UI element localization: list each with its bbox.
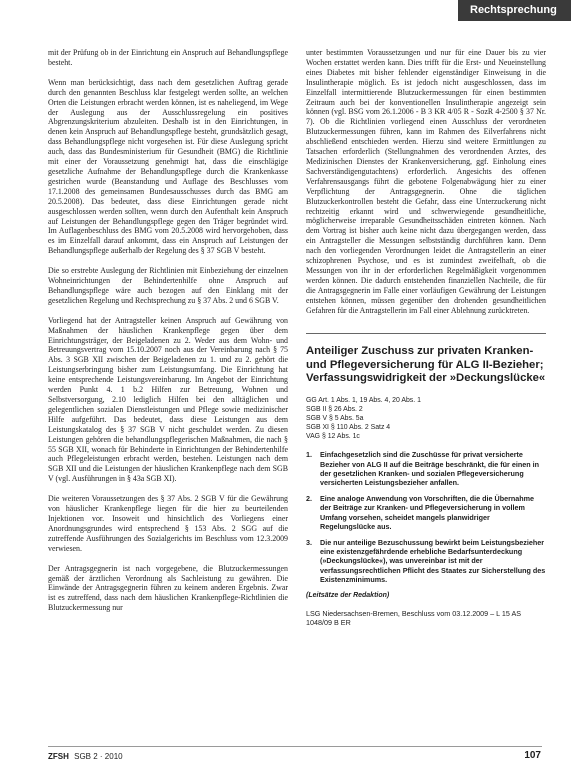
journal-name: ZFSH [48,752,69,761]
norm-references [306,396,546,441]
headnote-number: 3. [306,537,312,547]
paragraph: Die so erstrebte Auslegung der Richtlinien mit Einbeziehung der einzelnen Wohneinrichtungen der Behindertenhilfe ohne Anspruch auf Behandlungspflege wäre auch bezogen auf den Einklang mit der gesetzlichen Regelung und Rechtsprechung zu § 37 Abs. 2 und 6 SGB V. [48,266,288,305]
footer-divider [48,746,542,747]
headnote-number: 2. [306,494,312,504]
right-column [306,48,546,627]
norm-reference: GG Art. 1 Abs. 1, 19 Abs. 4, 20 Abs. 1 [306,397,421,405]
court-citation: LSG Niedersachsen-Bremen, Beschluss vom 03.12.2009 – L 15 AS 1048/09 B ER [306,608,522,628]
paragraph: Der Antragsgegnerin ist nach vorgegebene, die Blutzuckermessungen gemäß der ärztlichen Verordnung als Sachleistung zu gewähren. Die Einwände der Antragsgegnerin führen zu keinem anderen Ergebnis. Zwar ist es zutreffend, dass nach dem häuslichen Krankenpflege-Richtlinien die Blutzuckermessung nur [48,563,288,613]
paragraph: Die weiteren Voraussetzungen des § 37 Abs. 2 SGB V für die Gewährung von häuslicher Krankenpflege liegen für die hier zu beurteilenden Injektionen vor. Insoweit und hinsichtlich des Vorliegens einer Anordnungsgrundes wird entsprechend § 153 Abs. 2 SGG auf die zutreffende Ausführungen des Sozialgerichts im Beschluss vom 12.3.2009 verwiesen. [48,494,288,553]
footer-journal [48,752,123,761]
paragraph: Vorliegend hat der Antragsteller keinen Anspruch auf Gewährung von Maßnahmen der häuslichen Krankenpflege gegen über dem Einrichtungsträger, der Beigeladenen zu 2. Weder aus dem Wohn- und Betreuungsvertrag vom 15.10.2007 noch aus der Vereinbarung nach § 75 Abs. 3 SGB XII zwischen der Beigeladenen zu 1. und zu 2. gehört die Leistungserbringung bisher zum Leistungsumfang. Die Einrichtung hat keine entsprechende Leistungsvereinbarung. Im Angebot der Einrichtung werden Punkt 4. 1 b.2 Hilfen zur Betreuung, Wohnen und Selbstversorgung, 2.10 lediglich Hilfen bei den alltäglichen und gelegentlichen sozialen Dienstleistungen und Pflege sowie medizinischer Hilfe aufgeführt. Das bedeutet, dass diese Leistungen aus dem Leistungskatalog des § 37 SGB V nicht geschuldet werden. Zu diesen Leistungen gehören die behandlungspflegerischen Maßnahmen, die nach § 55 SGB XII, wonach für Behinderte in Einrichtungen der Behindertenhilfe auch Pflegeleistungen erbracht werden, bestehen. Leistungen nach dem SGB XII und die Leistungen der häuslichen Krankenpflege nach dem SGB V (vgl. Ausführungen in § 43a SGB XI). [48,315,288,484]
headnote-text: Eine analoge Anwendung von Vorschriften, die die Übernahme der Beiträge zur Kranken- und Pflegeversicherung in vollem Umfang vorsehen, scheidet mangels planwidriger Regelungslücke aus. [320,494,535,531]
headnote-text: Die nur anteilige Bezuschussung bewirkt beim Leistungsbezieher eine existenzgefährdende erhebliche Bedarfsunterdeckung (»Deckungslücke«), was unvereinbar ist mit der verfassungsrechtlichen Pflicht des Staates zur Sicherstellung des Existenzminimums. [320,537,546,584]
paragraph: Wenn man berücksichtigt, dass nach dem gesetzlichen Auftrag gerade durch den genannten Beschluss klar festgelegt werden sollte, an welchen Orten die Leistungen erbracht werden können, ist es naheliegend, im Wege der Auslegung aus der Ausschlussregelung ein positives Abgrenzungskriterium abzuleiten. Deshalb ist in den Einrichtungen, in denen kein Anspruch auf Behandlungspflege besteht, grundsätzlich gesagt, dass Behandlungspflege nicht vorgesehen ist. Für diese Auslegung spricht auch, dass das Bundesministerium für Gesundheit (BMG) die Richtlinie mit einer der Voraussetzung genehmigt hat, dass die einschlägige gesetzliche Aufnahme der Behandlungspflege durch die Krankenkasse gestrichen wurde (Beanstandung und Auflage des Beschlusses vom 17.1.2008 des gemeinsamen Bundesausschusses durch das BMG am 20.5.2008). Das bedeutet, dass diese Einrichtungen gerade nicht ausgeschlossen werden sollten, wenn durch den Aufenthalt kein Anspruch auf Leistungen der Behandlungspflege gegen den Träger begründet wird. Im Auflagenbeschluss des BMG vom 20.5.2008 wird hervorgehoben, dass es im Einzelfall darauf ankommt, dass ein Anspruch auf Leistungen der Behandlungspflege außerhalb der Regelung des § 37 SGB V besteht. [48,77,288,256]
norm-reference: SGB XI § 110 Abs. 2 Satz 4 [306,424,391,432]
headnote-number: 1. [306,450,312,460]
headnote [306,450,546,487]
paragraph: mit der Prüfung ob in der Einrichtung ein Anspruch auf Behandlungspflege besteht. [48,48,288,67]
norm-reference: VAG § 12 Abs. 1c [306,433,360,441]
norm-reference: SGB V § 5 Abs. 5a [306,415,364,423]
section-divider [306,333,546,334]
paragraph: unter bestimmten Voraussetzungen und nur für eine Dauer bis zu vier Wochen erstattet werden kann. Dies trifft für die Erst- und Neueinstellung eines Diabetes mit bisher fehlender eigenständiger Einweisung in die Insulintherapie möglich. Es ist jedoch nicht ausgeschlossen, dass im Einzelfall intermittierende Blutzuckermessungen für einen bestimmten Zeitraum auch bei der konventionellen Insulintherapie angezeigt sein können (vgl. BSG vom 26.1.2006 - B 3 KR 4/05 R - SozR 4-2500 § 37 Nr. 7). Ob die Richtlinien vorliegend einen Ausschluss der verordneten Blutzuckermessungen führen, kann im Rahmen des Eilverfahrens nicht abschließend entschieden werden. Hierzu sind weitere Ermittlungen zu Tatsachen erforderlich (Stellungnahmen des verordnenden Arztes, des Medizinischen Dienstes der Krankenversicherung, ggf. Einholung eines Sachverständigengutachtens) erforderlich. Angesichts des offenen Verfahrensausgangs führt die gebotene Folgenabwägung hier zu einer Verpflichtung der Antragsgegnerin. Ohne die täglichen Blutzuckerkontrollen besteht die Gefahr, dass eine Unterzuckerung nicht rechtzeitig erkannt wird und schwerwiegende gesundheitliche, möglicherweise irreparable Gesundheitsschäden eintreten können. Nach dem Vortrag ist bisher auch keine nicht dazu übergegangen werden, dass ein Antragsteller die Messungen selbstständig durchführen kann. Denn nach den vorliegenden Verordnungen leidet die Antragstellerin an einer schizophrenen Psychose, und es ist zumindest zweifelhaft, ob die Messungen von ihr in der erforderlichen Regelmäßigkeit vorgenommen werden können. Die dadurch entstehenden finanziellen Nachteile, die für die Antragsgegnerin im Falle einer vorläufigen Gewährung der Leistungen entstehen können, müssen gegenüber den drohenden gesundheitlichen Gefahren für die Antragstellerin im Fall einer Ablehnung zurücktreten. [306,48,546,315]
article-title: Anteiliger Zuschuss zur privaten Kranken- und Pflegeversicherung für ALG II-Bezieher; Verfassungswidrigkeit der »Deckungslücke« [306,345,546,385]
editor-note: (Leitsätze der Redaktion) [306,592,390,599]
journal-issue: SGB 2 · 2010 [74,752,123,761]
left-column [48,48,288,613]
headnote [306,538,546,584]
headnotes-list [306,450,546,584]
headnote [306,494,546,531]
norm-reference: SGB II § 26 Abs. 2 [306,406,363,414]
section-header: Rechtsprechung [458,0,571,21]
page-number: 107 [524,750,541,761]
headnote-text: Einfachgesetzlich sind die Zuschüsse für privat versicherte Bezieher von ALG II auf die Beiträge beschränkt, die für einen in der gesetzlichen Kranken- und sozialen Pflegeversicherung versicherten Leistungsbezieher anfallen. [320,450,540,487]
